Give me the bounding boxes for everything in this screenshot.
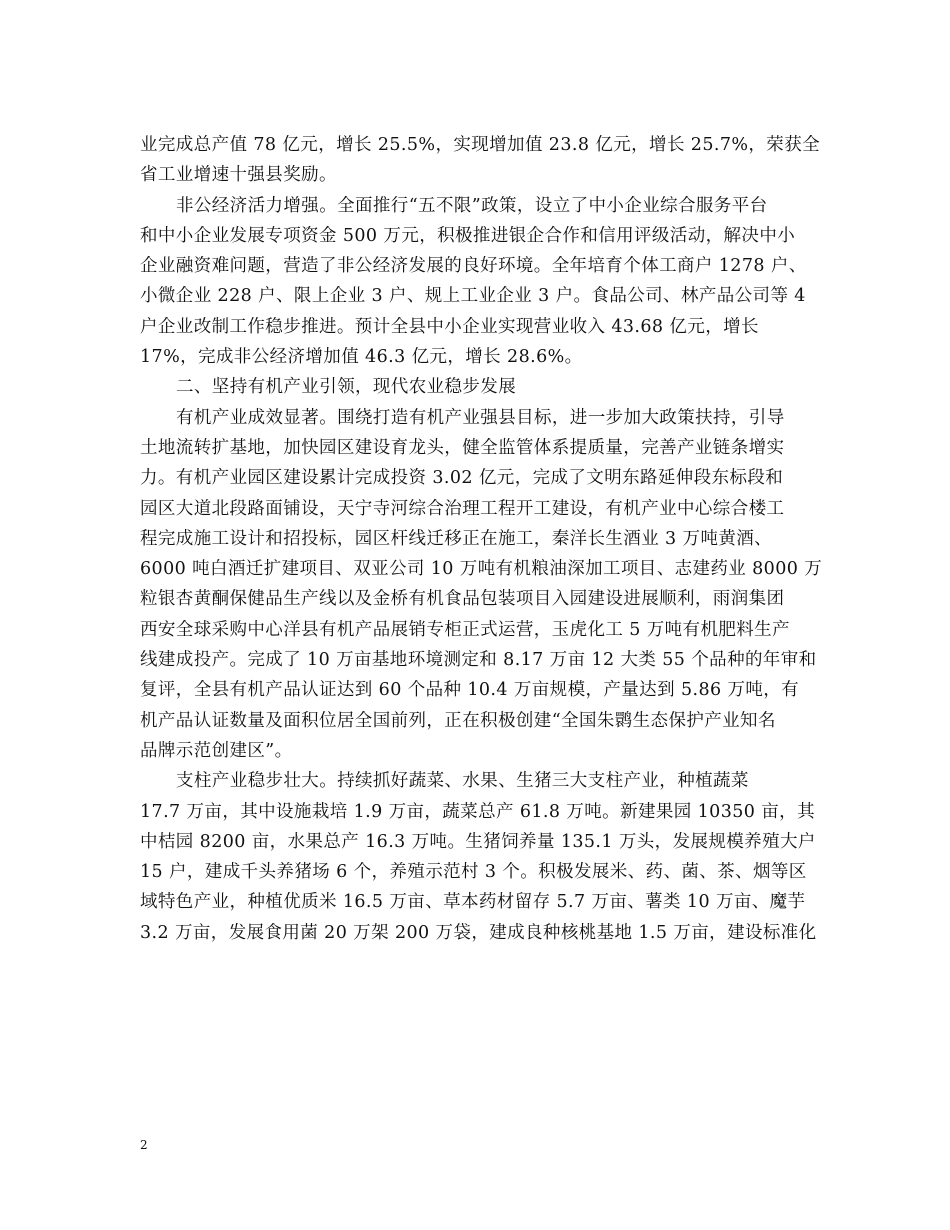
text-line: 线建成投产。完成了 10 万亩基地环境测定和 8.17 万亩 12 大类 55 个品种的年审和 — [140, 650, 817, 671]
document-body — [140, 130, 823, 948]
text-line: 二、坚持有机产业引领，现代农业稳步发展 — [176, 377, 517, 398]
text-line: 和中小企业发展专项资金 500 万元，积极推进银企合作和信用评级活动，解决中小 — [140, 225, 796, 246]
text-line: 中桔园 8200 亩，水果总产 16.3 万吨。生猪饲养量 135.1 万头，发展规模养殖大户 — [140, 831, 816, 852]
text-line: 6000 吨白酒迁扩建项目、双亚公司 10 万吨有机粮油深加工项目、志建药业 8000 万 — [140, 559, 823, 580]
text-line: 园区大道北段路面铺设，天宁寺河综合治理工程开工建设，有机产业中心综合楼工 — [140, 498, 785, 519]
text-line: 15 户，建成千头养猪场 6 个，养殖示范村 3 个。积极发展米、药、菌、茶、烟等区 — [140, 862, 807, 883]
text-line: 品牌示范创建区”。 — [140, 740, 293, 761]
text-line: 省工业增速十强县奖励。 — [140, 165, 337, 186]
text-line: 企业融资难问题，营造了非公经济发展的良好环境。全年培育个体工商户 1278 户、 — [140, 256, 807, 277]
text-line: 小微企业 228 户、限上企业 3 户、规上工业企业 3 户。食品公司、林产品公司等 4 — [140, 286, 806, 307]
text-line: 非公经济活力增强。全面推行“五不限”政策，设立了中小企业综合服务平台 — [176, 195, 768, 216]
text-line: 业完成总产值 78 亿元，增长 25.5%，实现增加值 23.8 亿元，增长 25.7%，荣获全 — [140, 135, 820, 155]
text-line: 程完成施工设计和招投标，园区杆线迁移正在施工，秦洋长生酒业 3 万吨黄酒、 — [140, 528, 773, 549]
text-line: 粒银杏黄酮保健品生产线以及金桥有机食品包装项目入园建设进展顺利，雨润集团 — [140, 589, 785, 610]
text-line: 17.7 万亩，其中设施栽培 1.9 万亩，蔬菜总产 61.8 万吨。新建果园 10350 亩，其 — [140, 801, 815, 822]
text-line: 土地流转扩基地，加快园区建设育龙头，健全监管体系提质量，完善产业链条增实 — [140, 437, 785, 458]
text-line: 机产品认证数量及面积位居全国前列，正在积极创建“全国朱鹮生态保护产业知名 — [140, 710, 776, 731]
text-line: 有机产业成效显著。围绕打造有机产业强县目标，进一步加大政策扶持，引导 — [176, 407, 785, 428]
text-line: 域特色产业，种植优质米 16.5 万亩、草本药材留存 5.7 万亩、薯类 10 万亩、魔芋 — [140, 892, 806, 913]
page-number: 2 — [140, 1138, 148, 1152]
text-line: 西安全球采购中心洋县有机产品展销专柜正式运营，玉虎化工 5 万吨有机肥料生产 — [140, 619, 790, 640]
text-line: 户企业改制工作稳步推进。预计全县中小企业实现营业收入 43.68 亿元，增长 — [140, 316, 759, 337]
text-line: 支柱产业稳步壮大。持续抓好蔬菜、水果、生猪三大支柱产业，种植蔬菜 — [176, 771, 749, 792]
text-line: 力。有机产业园区建设累计完成投资 3.02 亿元，完成了文明东路延伸段东标段和 — [140, 468, 784, 489]
text-line: 17%，完成非公经济增加值 46.3 亿元，增长 28.6%。 — [140, 347, 583, 368]
text-line: 复评，全县有机产品认证达到 60 个品种 10.4 万亩规模，产量达到 5.86 万吨，有 — [140, 680, 800, 701]
text-line: 3.2 万亩，发展食用菌 20 万架 200 万袋，建成良种核桃基地 1.5 万亩，建设标准化 — [140, 922, 817, 943]
